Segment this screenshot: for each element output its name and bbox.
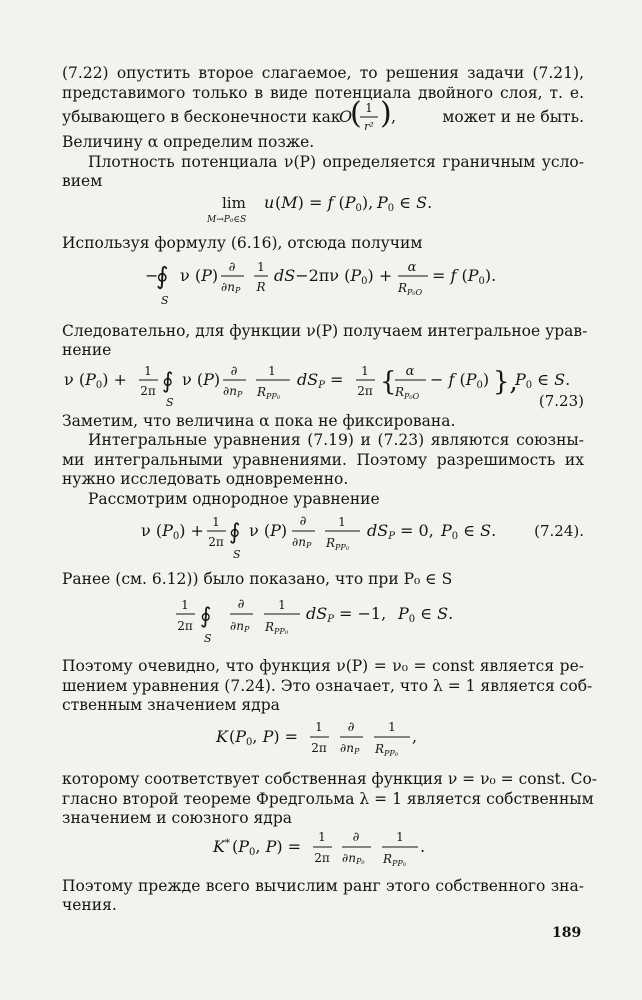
equation-6-16-result [0,256,642,316]
svg-text:1: 1 [212,515,220,529]
svg-text:∂nP: ∂nP [340,741,360,756]
text-line: убывающего в бесконечности как [62,108,341,126]
svg-text:∂nP: ∂nP [230,619,250,634]
text-line: ственным значением ядра [62,696,280,714]
contour-integral-sign: ∮ [229,520,241,545]
text-line: которому соответствует собственная функция ν = ν₀ = const. Со- [62,770,598,788]
svg-text:−: − [145,266,159,285]
svg-text:1: 1 [181,598,189,612]
page-number: 189 [552,925,582,941]
svg-text:S: S [233,548,241,561]
svg-text:ν (P0) +: ν (P0) + [64,370,127,391]
text-line: Поэтому очевидно, что функция ν(P) = ν₀ = const является ре- [62,657,584,675]
svg-text:(M) = f (P0),: (M) = f (P0), [275,193,374,214]
svg-text:1: 1 [338,515,346,529]
svg-text:∂: ∂ [228,260,236,275]
text-line: Интегральные уравнения (7.19) и (7.23) являются союзны- [88,431,584,449]
lim-subscript: M→P₀∈S [207,215,247,225]
svg-text:∂nP: ∂nP [221,280,241,295]
svg-text:dSP =: dSP = [297,370,344,391]
svg-text:K: K [216,727,228,746]
text-line: может и не быть. [442,108,584,126]
svg-text:ν (P): ν (P) [249,521,288,540]
paren-right: ) [380,96,392,131]
svg-text:1: 1 [315,720,323,734]
equation-kernel [0,716,642,766]
svg-text:∂: ∂ [352,830,360,845]
svg-text:K*: K* [213,837,230,856]
svg-text:P0 ∈ S.: P0 ∈ S. [515,370,571,391]
svg-text:1: 1 [396,830,404,844]
equation-7-23 [0,360,642,414]
text-line: нужно исследовать одновременно. [62,470,349,488]
paren-left: ( [350,96,362,131]
fraction-denominator: r² [364,120,374,133]
svg-text:1: 1 [268,364,276,378]
svg-text:dSP = 0,: dSP = 0, [367,521,434,542]
svg-text:2π: 2π [357,384,373,398]
svg-text:{: { [380,367,397,397]
svg-text:1: 1 [257,260,265,274]
svg-text:∂nP: ∂nP [292,535,312,550]
svg-text:1: 1 [278,598,286,612]
svg-text:2π: 2π [177,619,193,633]
svg-text:P0 ∈ S.: P0 ∈ S. [398,604,454,625]
svg-text:(P0, P) =: (P0, P) = [229,727,299,748]
svg-text:},: }, [493,367,518,397]
svg-text:dSP = −1,: dSP = −1, [306,604,387,625]
svg-text:ν (P0) +: ν (P0) + [141,521,204,542]
svg-text:R: R [256,280,266,294]
text-line: Поэтому прежде всего вычислим ранг этого собственного зна- [62,877,584,895]
svg-text:RPP₀: $R_{PP_0}$ [257,385,281,401]
svg-text:S: S [166,396,174,409]
svg-text:RPP₀: $R_{PP_0}$ [265,620,289,636]
contour-integral-sign: ∮ [162,369,174,394]
svg-text:2π: 2π [208,535,224,549]
svg-text:RP₀O: $R_{P_0O}$ [398,281,423,297]
svg-text:= f (P0).: = f (P0). [432,266,497,287]
text-line: шением уравнения (7.24). Это означает, что λ = 1 является соб- [62,677,593,695]
text-line: значением и союзного ядра [62,809,293,827]
text-line: вием [62,172,103,190]
svg-text:S: S [161,294,169,307]
svg-text:P0 ∈ S.: P0 ∈ S. [377,193,433,214]
svg-text:∂nP₀: ∂nP₀ [342,851,365,866]
svg-text:RP₀O: $R_{P_0O}$ [395,385,420,401]
equation-7-24 [0,508,642,566]
comma: , [391,107,397,126]
svg-text:∂: ∂ [299,514,307,529]
text-line: Заметим, что величина α пока не фиксирована. [62,412,456,430]
svg-text:α: α [405,364,415,379]
text-line: Ранее (см. 6.12)) было показано, что при P₀ ∈ S [62,570,453,588]
equation-limit [0,188,642,230]
text-line: Рассмотрим однородное уравнение [88,490,380,508]
equation-gauss-integral [0,590,642,650]
svg-text:− f (P0): − f (P0) [430,370,490,391]
text-line: Плотность потенциала ν(P) определяется граничным усло- [88,153,584,171]
fraction-numerator: 1 [365,101,373,115]
text-line: представимого только в виде потенциала двойного слоя, т. е. [62,84,584,102]
text-line: чения. [62,896,117,914]
svg-text:,: , [412,727,418,746]
svg-text:α: α [407,260,417,275]
svg-text:RPP₀: $R_{PP_0}$ [326,536,350,552]
svg-text:P0 ∈ S.: P0 ∈ S. [441,521,497,542]
contour-integral-sign: ∮ [156,262,169,290]
svg-text:u: u [264,193,275,212]
text-line: Величину α определим позже. [62,133,315,151]
equation-number: (7.23) [538,392,584,410]
svg-text:ν (P): ν (P) [180,266,219,285]
svg-text:dS−2πν (P0) +: dS−2πν (P0) + [274,266,393,287]
text-line: гласно второй теореме Фредгольма λ = 1 является собственным [62,790,594,808]
svg-text:ν (P): ν (P) [182,370,221,389]
svg-text:1: 1 [318,830,326,844]
equation-adjoint-kernel [0,826,642,876]
svg-text:∂: ∂ [347,720,355,735]
svg-text:(P0, P) =: (P0, P) = [232,837,302,858]
svg-text:1: 1 [388,720,396,734]
text-line: (7.22) опустить второе слагаемое, то решения задачи (7.21), [62,64,584,82]
svg-text:2π: 2π [311,741,327,755]
text-line: Используя формулу (6.16), отсюда получим [62,234,423,252]
contour-integral-sign: ∮ [200,604,212,629]
svg-text:∂nP: ∂nP [223,384,243,399]
svg-text:1: 1 [361,364,369,378]
equation-number: (7.24). [534,522,584,540]
svg-text:∂: ∂ [237,597,245,612]
svg-text:S: S [204,632,212,645]
svg-text:∂: ∂ [230,364,238,379]
svg-text:.: . [420,837,426,856]
text-line: ми интегральными уравнениями. Поэтому разрешимость их [62,451,584,469]
svg-text:2π: 2π [140,384,156,398]
svg-text:RPP₀: $R_{PP_0}$ [383,852,407,868]
svg-text:1: 1 [144,364,152,378]
svg-text:RPP₀: $R_{PP_0}$ [375,742,399,758]
text-line: нение [62,341,112,359]
lim-operator: lim [222,194,246,212]
text-line: Следовательно, для функции ν(P) получаем интегральное урав- [62,322,588,340]
big-o: O [339,107,353,126]
svg-text:2π: 2π [314,851,330,865]
